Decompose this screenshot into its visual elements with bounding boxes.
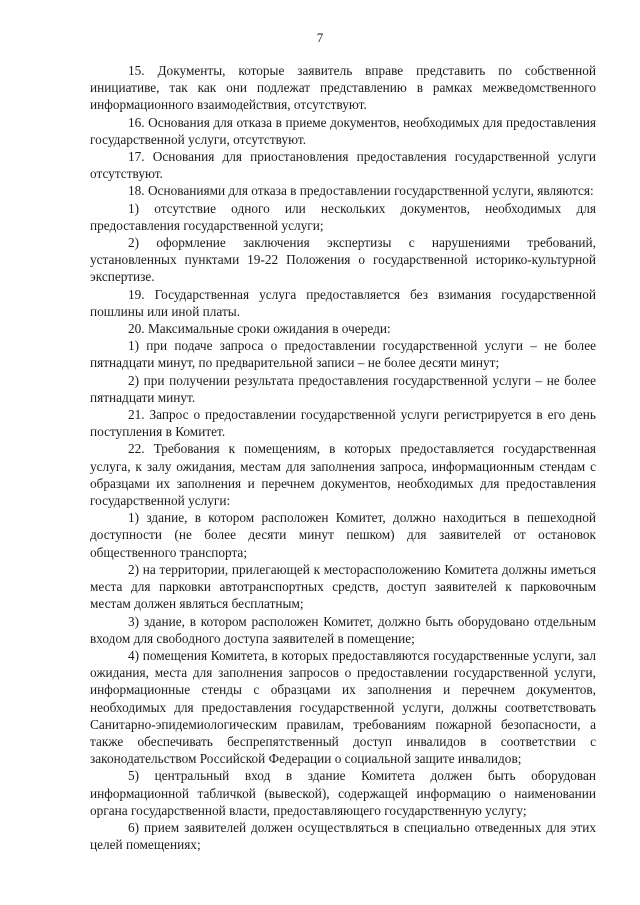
paragraph-21: 21. Запрос о предоставлении государственной услуги регистрируется в его день поступления в Комитет. [90, 407, 596, 440]
paragraph-22-item-6: 6) прием заявителей должен осуществляться в специально отведенных для этих целей помещениях; [90, 819, 596, 853]
paragraph-17: 17. Основания для приостановления предоставления государственной услуги отсутствуют. [90, 149, 596, 182]
paragraph-22-item-1: 1) здание, в котором расположен Комитет, должно находиться в пешеходной доступности (не более десяти минут пешком) для заявителей от остановок общественного транспорта; [90, 510, 596, 560]
document-body [90, 62, 596, 853]
paragraph-15: 15. Документы, которые заявитель вправе представить по собственной инициативе, так как они подлежат представлению в рамках межведомственного информационного взаимодействия, отсутствуют. [90, 63, 596, 113]
paragraph-20: 20. Максимальные сроки ожидания в очереди: [128, 321, 391, 337]
page-number: 7 [316, 30, 324, 45]
paragraph-19: 19. Государственная услуга предоставляется без взимания государственной пошлины или иной платы. [90, 286, 596, 319]
paragraph-18-item-1: 1) отсутствие одного или нескольких документов, необходимых для предоставления государственной услуги; [90, 200, 596, 233]
paragraph-20-item-2: 2) при получении результата предоставления государственной услуги – не более пятнадцати минут. [90, 372, 596, 405]
paragraph-16: 16. Основания для отказа в приеме документов, необходимых для предоставления государственной услуги, отсутствуют. [90, 114, 596, 147]
paragraph-22: 22. Требования к помещениям, в которых предоставляется государственная услуга, к залу ожидания, местам для заполнения запроса, информационным стендам с образцами их заполнения и перечнем документов, необходимых для предоставления государственной услуги: [90, 441, 596, 509]
paragraph-22-item-3: 3) здание, в котором расположен Комитет, должно быть оборудовано отдельным входом для свободного доступа заявителей в помещение; [90, 613, 596, 646]
paragraph-18: 18. Основаниями для отказа в предоставлении государственной услуги, являются: [128, 183, 594, 199]
paragraph-22-item-5: 5) центральный вход в здание Комитета должен быть оборудован информационной табличкой (вывеской), содержащей информацию о наименовании органа государственной власти, предоставляющего государственную услугу; [90, 768, 596, 818]
paragraph-18-item-2: 2) оформление заключения экспертизы с нарушениями требований, установленных пунктами 19-22 Положения о государственной историко-культурной экспертизе. [90, 235, 596, 285]
paragraph-20-item-1: 1) при подаче запроса о предоставлении государственной услуги – не более пятнадцати минут, по предварительной записи – не более десяти минут; [90, 338, 596, 371]
paragraph-22-item-4: 4) помещения Комитета, в которых предоставляются государственные услуги, зал ожидания, места для заполнения запросов о предоставлении государственной услуги, информационные стенды с образцами их заполнения и перечнем документов, необходимых для предоставления государственной услуги, должны соответствовать Санитарно-эпидемиологическим правилам, требованиям пожарной безопасности, а также обеспечивать беспрепятственный доступ инвалидов в соответствии с законодательством Российской Федерации о социальной защите инвалидов; [90, 647, 596, 767]
paragraph-22-item-2: 2) на территории, прилегающей к месторасположению Комитета должны иметься места для парковки автотранспортных средств, доступ заявителей к парковочным местам должен являться бесплатным; [90, 561, 596, 612]
